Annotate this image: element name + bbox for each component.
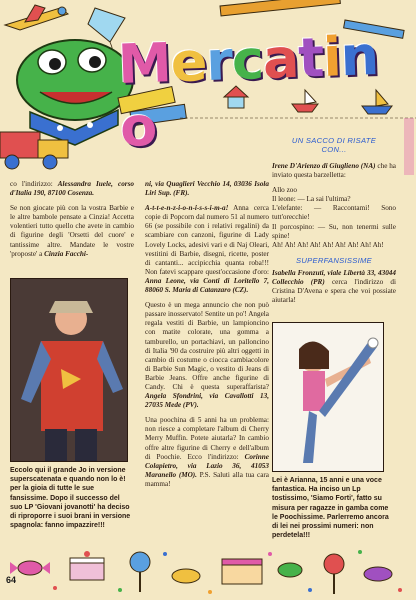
candy-icon — [278, 563, 302, 577]
joke-line: Ah! Ah! Ah! Ah! Ah! Ah! Ah! Ah! Ah! — [272, 240, 384, 249]
column-2 — [145, 180, 269, 495]
turtle-mascot-icon — [17, 40, 133, 145]
paragraph: ni, via Quaglieri Vecchio 14, 03036 Isola Liri Sup. (FR). — [145, 180, 269, 198]
title-letter: n — [339, 23, 380, 89]
candy-icon — [172, 569, 200, 583]
paragraph: Una poochina di 5 anni ha un problema: non riesce a completare l'album di Cherry Merry Muffin. Potete aiutarla? In cambio offre altre figurine di Cherry e dell'album di Poochie. Ecco l'indirizzo: Corinne Colapietro, via Lazio 36, 41053 Maranello (MO). P.S. Saluti alla tua cara mamma! — [145, 416, 269, 488]
photo-caption: Lei è Arianna, 15 anni e una voce fantastica. Ha inciso un Lp tostissimo, 'Siamo Forti', fatto su misura per ragazze in gamba come le Poochissime. Parlerremo ancora di lei nei prossimi numeri: non perdetela!!! — [272, 477, 389, 540]
footer-illustration — [0, 540, 416, 600]
paragraph: Irene D'Arienzo di Giuglieno (NA) che ha inviato questa barzelletta: — [272, 162, 396, 180]
column-1 — [10, 180, 134, 265]
page-number: 64 — [6, 575, 17, 585]
heading-risate: UN SACCO DI RISATE CON... — [291, 136, 377, 154]
paragraph: Isabella Fronzuti, viale Libertà 33, 43044 Collecchio (PR) cerca l'indirizzo di Cristina D'Avena e spera che voi possiate aiutarla! — [272, 268, 396, 305]
joke-line: Allo zoo — [272, 186, 297, 195]
title-letter: o — [119, 94, 158, 160]
title-letter: a — [261, 26, 300, 91]
paragraph: Questo è un mega annuncio che non può passare inosservato! Sentite un po'! Angela regala vestiti di Barbie, un lampioncino con matite colorate, una gomma a tamburello, un portachiavi, un palloncino di Italia '90 da costruire più altri oggetti in cambio di costume o ciocca cambiacolore di Barbie Sun Magic, o vestito di Jeans di Barbie Jeans. Offre anche figurine di Candy. Chi è questa superaffarista? Angela Sfondrini, via Cavallotti 13, 27035 Mede (PV). — [145, 301, 269, 410]
column-3 — [272, 136, 396, 311]
photo-caption: Eccolo qui il grande Jo in versione superscatenata e quando non lo è! per la gioia di tutte le sue fansissime. Dopo il successo del suo LP 'Giovani jovanotti' ha deciso di riproporre i suoi brani in versione spagnola: fanno impazzire!!! — [10, 467, 131, 530]
paragraph: co l'indirizzo: Alessandra Iuele, corso d'Italia 190, 87100 Cosenza. — [10, 180, 134, 198]
candy-icon — [364, 567, 392, 581]
dancer-illustration — [273, 323, 384, 472]
paragraph: A-t-t-e-n-z-i-o-n-i-s-s-i-m-a! Anna cerca copie di Popcorn dal numero 51 al numero 66 (se possibile con i relativi regalini) da scambiare con canzoni, figurine di Lady Lovely Locks, adesivi vari e di Naj Oleari, vestitini di Barbie, disegni, ricette, poster di cantanti... accipicchia quanta roba!!! Non fatevi scappare quest'occasione d'oro: Anna Leone, via Conti di Loritello 7, 88060 S. Maria di Catanzaro (CZ). — [145, 204, 269, 295]
airplane-icon — [5, 5, 68, 30]
column-1-caption — [10, 466, 134, 536]
column-3-caption — [272, 476, 396, 546]
title-letter: i — [322, 25, 342, 89]
singer-photo — [10, 278, 128, 462]
paragraph: Se non giocate più con la vostra Barbie e le altre bambole pensate a Cinzia! Accetta volentieri tutto quello che avete in cambio di figurine degli 'Orsetti del cuore' e tantissime altre. Mandate le vostre 'proposte' a Cinzia Facchi- — [10, 204, 134, 258]
title-letter: r — [205, 29, 234, 93]
joke-line: Il porcospino: — Su, non tenermi sulle spine! — [272, 222, 396, 240]
heading-superfansissime: SUPERFANSISSIME — [295, 255, 373, 265]
cake-icon — [222, 559, 262, 584]
singer-illustration — [11, 279, 128, 462]
joke-line: L'elefante: — Raccontami! Sono tutt'orecchie! — [272, 204, 396, 222]
joke-line: Il leone: — La sai l'ultima? — [272, 195, 351, 204]
title-letter: e — [169, 29, 208, 95]
title-letter: c — [230, 28, 265, 93]
footer-art-svg — [0, 540, 416, 600]
title-letter: t — [297, 25, 325, 90]
dancer-photo — [272, 322, 384, 472]
title-letter: M — [116, 31, 172, 97]
